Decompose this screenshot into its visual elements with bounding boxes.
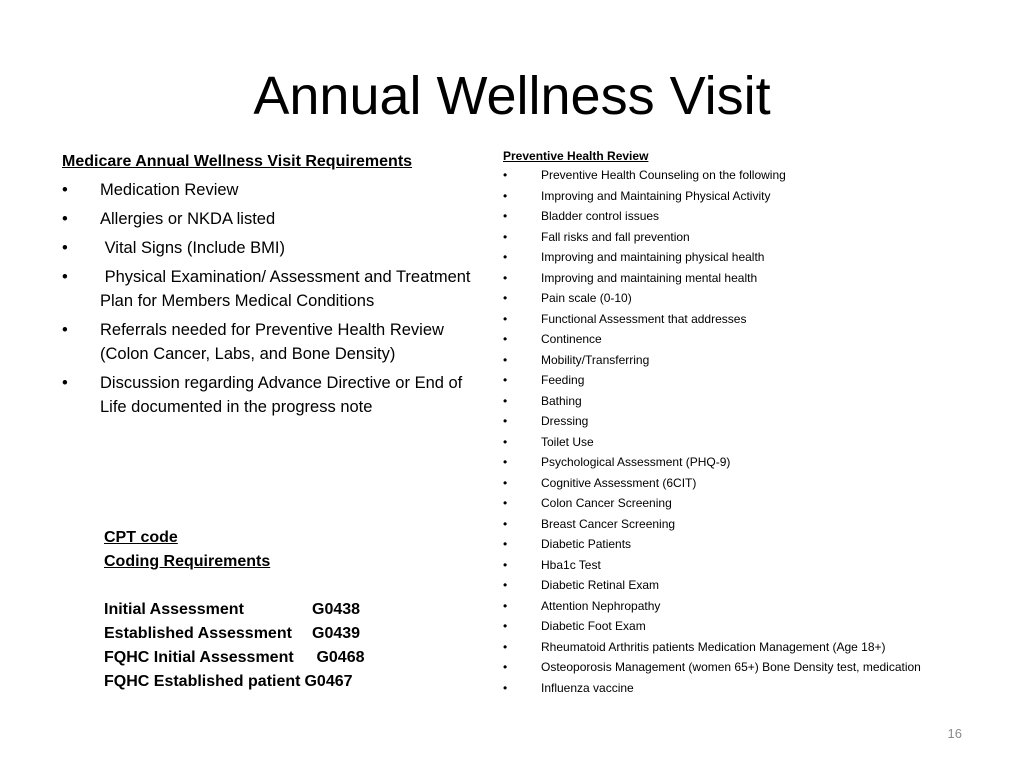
- list-item-text: Allergies or NKDA listed: [100, 210, 276, 228]
- list-item: [503, 516, 943, 532]
- bullet-icon: •: [503, 475, 508, 490]
- page-number: 16: [947, 726, 962, 741]
- bullet-icon: •: [503, 414, 508, 428]
- bullet-icon: •: [503, 639, 508, 654]
- list-item-text: Rheumatoid Arthritis patients Medication Management (Age 18+): [541, 639, 886, 654]
- bullet-icon: •: [62, 210, 68, 228]
- list-item: [503, 598, 943, 614]
- list-item-text: Mobility/Transferring: [541, 352, 650, 367]
- list-item: [62, 371, 482, 419]
- list-item-text: Feeding: [541, 373, 585, 387]
- list-item: [503, 331, 943, 347]
- list-item: [62, 236, 482, 260]
- list-item-text: Cognitive Assessment (6CIT): [541, 475, 697, 490]
- bullet-icon: •: [503, 188, 508, 203]
- bullet-icon: •: [503, 680, 508, 695]
- bullet-icon: •: [503, 250, 508, 264]
- bullet-icon: •: [503, 598, 508, 613]
- list-item-text: Breast Cancer Screening: [541, 516, 676, 531]
- list-item-text: Attention Nephropathy: [541, 598, 661, 613]
- list-item: [503, 208, 943, 224]
- bullet-icon: •: [503, 660, 508, 674]
- preventive-health-review-section: [503, 148, 943, 700]
- cpt-row-fqhc-initial: [104, 646, 464, 670]
- list-item-text: Bladder control issues: [541, 209, 660, 223]
- bullet-icon: •: [503, 332, 508, 346]
- list-item-text: Colon Cancer Screening: [541, 496, 672, 510]
- awv-requirements-section: [62, 152, 482, 424]
- cpt-row-fqhc-established: [104, 670, 464, 694]
- list-item: [503, 413, 943, 429]
- list-item: [62, 318, 482, 366]
- list-item-text: Improving and Maintaining Physical Activity: [541, 188, 771, 203]
- list-item: [503, 393, 943, 409]
- list-item-text: Functional Assessment that addresses: [541, 311, 747, 326]
- list-item: [62, 265, 482, 313]
- list-item: [503, 454, 943, 470]
- bullet-icon: •: [503, 557, 508, 572]
- bullet-icon: •: [503, 434, 508, 449]
- bullet-icon: •: [503, 291, 508, 305]
- list-item: [503, 270, 943, 286]
- list-item: [503, 352, 943, 368]
- list-item-text: Discussion regarding Advance Directive or End of Life documented in the progress note: [100, 374, 463, 416]
- cpt-spacer: [104, 574, 464, 598]
- preventive-health-review-heading: Preventive Health Review: [503, 149, 649, 163]
- bullet-icon: •: [503, 229, 508, 244]
- list-item-text: Preventive Health Counseling on the following: [541, 168, 786, 182]
- cpt-row-name: Initial Assessment: [104, 601, 244, 618]
- bullet-icon: •: [62, 374, 68, 392]
- bullet-icon: •: [503, 373, 508, 387]
- slide-title: Annual Wellness Visit: [253, 66, 771, 126]
- bullet-icon: •: [62, 181, 68, 199]
- awv-requirements-heading: Medicare Annual Wellness Visit Requirements: [62, 153, 413, 170]
- list-item-text: Improving and maintaining physical health: [541, 250, 765, 264]
- list-item: [503, 680, 943, 696]
- list-item-text: Medication Review: [100, 181, 239, 199]
- list-item-text: Vital Signs (Include BMI): [100, 239, 285, 257]
- bullet-icon: •: [503, 578, 508, 592]
- list-item-text: Bathing: [541, 393, 582, 408]
- preventive-health-review-list: [503, 167, 943, 696]
- cpt-code-heading: CPT code: [104, 529, 178, 546]
- list-item-text: Hba1c Test: [541, 557, 601, 572]
- cpt-row-established: [104, 622, 464, 646]
- cpt-row-initial: [104, 598, 464, 622]
- list-item: [503, 536, 943, 552]
- cpt-row-name: Established Assessment: [104, 625, 292, 642]
- cpt-row-code: G0439: [312, 625, 361, 642]
- bullet-icon: •: [503, 270, 508, 285]
- list-item-text: Physical Examination/ Assessment and Treatment Plan for Members Medical Conditions: [100, 268, 476, 310]
- bullet-icon: •: [503, 311, 508, 326]
- bullet-icon: •: [503, 209, 508, 223]
- bullet-icon: •: [503, 352, 508, 367]
- list-item-text: Psychological Assessment (PHQ-9): [541, 455, 731, 469]
- list-item: [503, 659, 943, 675]
- list-item: [503, 577, 943, 593]
- bullet-icon: •: [503, 393, 508, 408]
- list-item-text: Pain scale (0-10): [541, 291, 632, 305]
- coding-requirements-heading: Coding Requirements: [104, 553, 271, 570]
- cpt-row-code: G0438: [312, 601, 361, 618]
- list-item-text: Referrals needed for Preventive Health Review (Colon Cancer, Labs, and Bone Density): [100, 321, 444, 363]
- list-item-text: Diabetic Patients: [541, 537, 632, 551]
- list-item: [503, 495, 943, 511]
- list-item-text: Influenza vaccine: [541, 680, 634, 695]
- bullet-icon: •: [62, 239, 68, 257]
- bullet-icon: •: [62, 268, 68, 286]
- list-item: [503, 639, 943, 655]
- bullet-icon: •: [503, 516, 508, 531]
- cpt-row-code: G0468: [312, 649, 365, 666]
- list-item-text: Diabetic Retinal Exam: [541, 578, 660, 592]
- cpt-row-name: FQHC Established patient: [104, 673, 301, 690]
- list-item: [503, 249, 943, 265]
- list-item-text: Diabetic Foot Exam: [541, 619, 646, 633]
- list-item-text: Osteoporosis Management (women 65+) Bone Density test, medication: [541, 660, 921, 674]
- list-item: [62, 178, 482, 202]
- list-item-text: Fall risks and fall prevention: [541, 229, 690, 244]
- list-item: [503, 475, 943, 491]
- list-item-text: Improving and maintaining mental health: [541, 270, 758, 285]
- list-item: [503, 290, 943, 306]
- cpt-row-code: G0467: [304, 673, 353, 690]
- list-item: [503, 229, 943, 245]
- list-item-text: Continence: [541, 332, 602, 346]
- list-item: [62, 207, 482, 231]
- cpt-code-section: [104, 526, 464, 694]
- bullet-icon: •: [503, 619, 508, 633]
- list-item: [503, 311, 943, 327]
- list-item: [503, 188, 943, 204]
- list-item: [503, 372, 943, 388]
- list-item-text: Dressing: [541, 414, 589, 428]
- list-item: [503, 557, 943, 573]
- list-item-text: Toilet Use: [541, 434, 594, 449]
- cpt-row-name: FQHC Initial Assessment: [104, 649, 294, 666]
- awv-requirements-list: [62, 178, 482, 419]
- bullet-icon: •: [503, 168, 508, 182]
- bullet-icon: •: [503, 455, 508, 469]
- bullet-icon: •: [62, 321, 68, 339]
- bullet-icon: •: [503, 537, 508, 551]
- bullet-icon: •: [503, 496, 508, 510]
- list-item: [503, 434, 943, 450]
- list-item: [503, 618, 943, 634]
- list-item: [503, 167, 943, 183]
